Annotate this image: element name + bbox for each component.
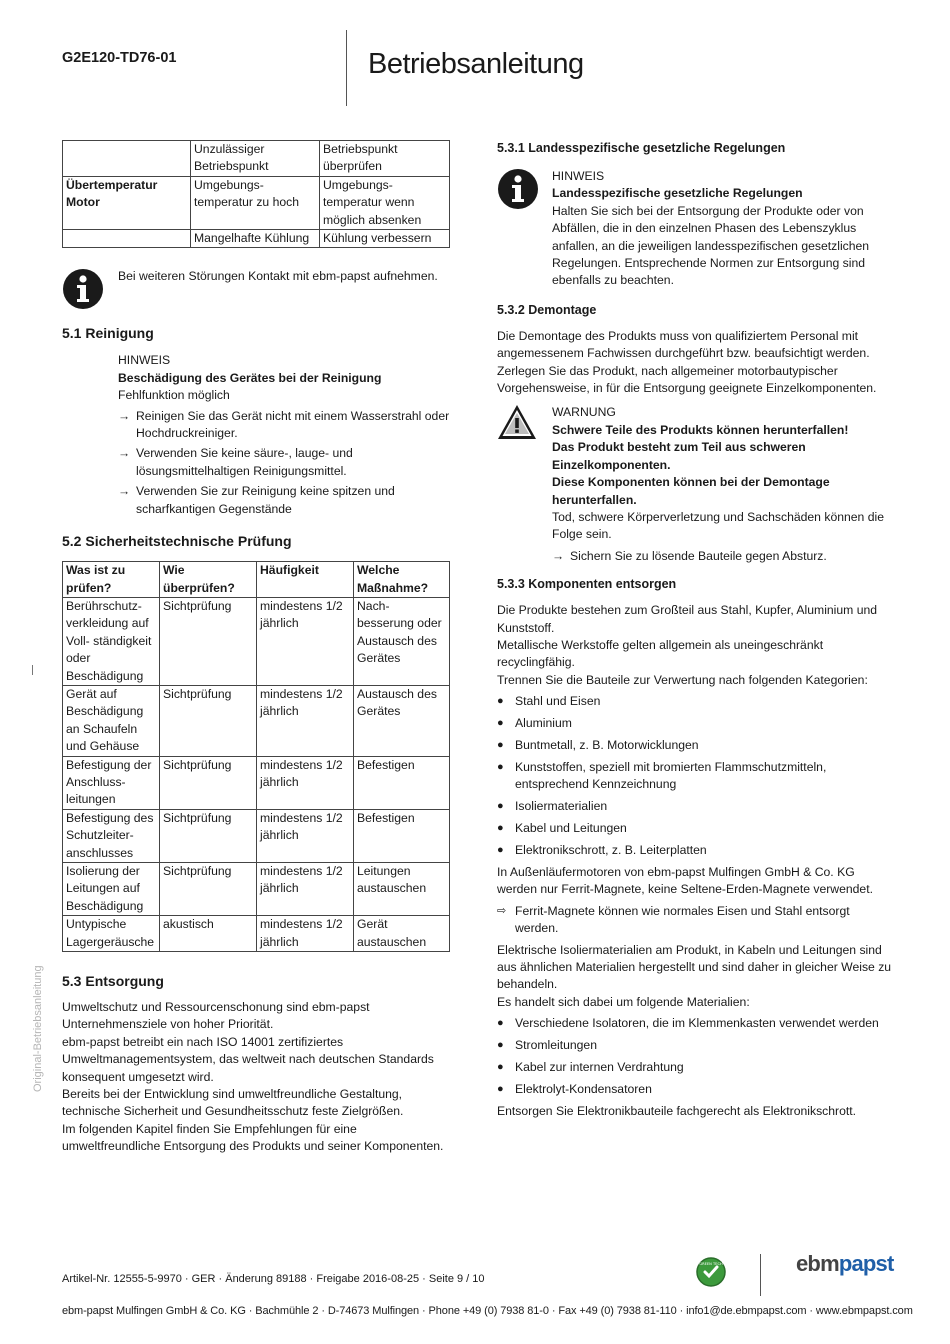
ebmpapst-logo — [796, 1251, 894, 1276]
section-heading-5-3: 5.3 Entsorgung — [62, 973, 164, 990]
bullet-icon: ● — [497, 1060, 504, 1073]
list-item — [497, 1015, 893, 1032]
table-row — [63, 916, 450, 952]
table-header-row — [63, 562, 450, 598]
table-cell: Übertemperatur Motor — [63, 176, 191, 229]
table-cell: Mangelhafte Kühlung — [191, 230, 320, 248]
greentech-badge-icon — [696, 1257, 726, 1287]
list-item-text: Buntmetall, z. B. Motorwicklungen — [515, 737, 699, 752]
list-item — [497, 820, 893, 837]
paragraph: Zerlegen Sie das Produkt, nach allgemeiner motorbautypischer Vorgehensweise, in für die Entsorgung geeignete Einzelkomponenten. — [497, 363, 877, 396]
insulation-materials-list — [497, 1015, 893, 1098]
notice-label: HINWEIS — [118, 353, 171, 368]
badge-text: GREEN TECH — [699, 1262, 723, 1266]
paragraph: Im folgenden Kapitel finden Sie Empfehlungen für eine umweltfreundliche Entsorgung des Produkts und seiner Komponenten. — [62, 1121, 444, 1154]
document-info: Artikel-Nr. 12555-5-9970 · GER · Änderung 89188 · Freigabe 2016-08-25 · Seite 9 / 10 — [62, 1273, 485, 1285]
table-cell: akustisch — [160, 916, 257, 952]
table-cell: Sichtprüfung — [160, 809, 257, 862]
list-item — [497, 759, 893, 794]
table-cell: Befestigung der Anschluss-leitungen — [63, 756, 160, 809]
step-text: Reinigen Sie das Gerät nicht mit einem Wasserstrahl oder Hochdruckreiniger. — [136, 408, 450, 441]
list-item — [497, 798, 893, 815]
notice-text: Fehlfunktion möglich — [118, 388, 230, 403]
table-cell: Sichtprüfung — [160, 756, 257, 809]
header-divider — [346, 30, 347, 106]
table-row — [63, 756, 450, 809]
table-row — [63, 809, 450, 862]
paragraph: Es handelt sich dabei um folgende Materialien: — [497, 994, 750, 1009]
warning-notice — [497, 404, 893, 565]
notice-title: Landesspezifische gesetzliche Regelungen — [552, 186, 803, 201]
paragraph: Die Demontage des Produkts muss von qualifiziertem Personal mit angemessenem Fachwissen durchgeführt bzw. beaufsichtigt werden. — [497, 328, 870, 361]
side-tick-mark — [32, 665, 33, 675]
paragraph: In Außenläufermotoren von ebm-papst Mulfingen GmbH & Co. KG werden nur Ferrit-Magnete, keine Seltene-Erden-Magnete verwendet. — [497, 864, 873, 897]
inspection-table — [62, 561, 450, 952]
list-item — [497, 693, 893, 710]
logo-part-papst: papst — [838, 1251, 894, 1276]
column-header: Wie überprüfen? — [160, 562, 257, 598]
notice-label: HINWEIS — [552, 169, 605, 183]
table-cell: Unzulässiger Betriebspunkt — [191, 141, 320, 177]
bullet-icon: ● — [497, 760, 504, 773]
list-item-text: Elektronikschrott, z. B. Leiterplatten — [515, 843, 707, 857]
list-item-text: Elektrolyt-Kondensatoren — [515, 1081, 652, 1096]
table-row — [63, 230, 450, 248]
sidebar-label: Original-Betriebsanleitung — [32, 965, 44, 1092]
table-row — [63, 597, 450, 685]
fault-table — [62, 140, 450, 248]
paragraph: Metallische Werkstoffe gelten allgemein als uneingeschränkt recyclingfähig. — [497, 637, 824, 670]
result-item — [497, 903, 893, 938]
warning-triangle-icon — [497, 404, 537, 440]
table-cell: Befestigen — [354, 809, 450, 862]
bullet-icon: ● — [497, 800, 504, 813]
table-cell: mindestens 1/2 jährlich — [257, 809, 354, 862]
list-item — [497, 1059, 893, 1076]
table-cell: Betriebspunkt überprüfen — [320, 141, 450, 177]
table-cell: mindestens 1/2 jährlich — [257, 916, 354, 952]
notice-title: Beschädigung des Gerätes bei der Reinigung — [118, 370, 382, 385]
result-text: Ferrit-Magnete können wie normales Eisen und Stahl entsorgt werden. — [515, 903, 850, 936]
list-item-text: Stahl und Eisen — [515, 694, 601, 709]
result-arrow-icon: ⇨ — [497, 904, 507, 917]
disposal-intro — [62, 999, 450, 1156]
section-heading-5-1: 5.1 Reinigung — [62, 325, 154, 342]
paragraph: Entsorgen Sie Elektronikbauteile fachgerecht als Elektronikschrott. — [497, 1103, 857, 1118]
bullet-icon: ● — [497, 717, 504, 730]
warning-text: Tod, schwere Körperverletzung und Sachschäden können die Folge sein. — [552, 509, 884, 542]
list-item — [497, 1081, 893, 1098]
arrow-icon: → — [118, 408, 131, 423]
arrow-icon: → — [118, 484, 131, 499]
table-cell: Sichtprüfung — [160, 685, 257, 756]
list-item — [497, 737, 893, 754]
info-icon — [62, 268, 104, 310]
paragraph: Bereits bei der Entwicklung sind umweltfreundliche Gestaltung, technische Sicherheit und Gesundheitsschutz feste Zielgrößen. — [62, 1087, 404, 1119]
paragraph: Trennen Sie die Bauteile zur Verwertung nach folgenden Kategorien: — [497, 672, 868, 687]
step-text: Verwenden Sie zur Reinigung keine spitzen und scharfkantigen Gegenstände — [136, 484, 395, 516]
document-model: G2E120-TD76-01 — [62, 50, 177, 66]
step-text: Verwenden Sie keine säure-, lauge- und lösungsmittelhaltigen Reinigungsmittel. — [136, 446, 353, 478]
arrow-icon: → — [118, 446, 131, 461]
list-item-text: Aluminium — [515, 716, 572, 731]
list-item-text: Isoliermaterialien — [515, 799, 608, 814]
table-cell: Befestigen — [354, 756, 450, 809]
list-item — [497, 842, 893, 859]
table-cell: Befestigung des Schutzleiter-anschlusses — [63, 809, 160, 862]
arrow-icon: → — [552, 548, 565, 563]
bullet-icon: ● — [497, 695, 504, 708]
column-header: Was ist zu prüfen? — [63, 562, 160, 598]
table-cell: Untypische Lagergeräusche — [63, 916, 160, 952]
notice-body — [552, 168, 893, 290]
warning-title: Diese Komponenten können bei der Demontage herunterfallen. — [552, 475, 830, 507]
list-item-text: Kunststoffen, speziell mit bromierten Flammschutzmitteln, entsprechend Kennzeichnung — [515, 759, 827, 792]
list-item — [497, 715, 893, 732]
components-disposal — [497, 602, 893, 1120]
list-item-text: Kabel zur internen Verdrahtung — [515, 1059, 684, 1074]
table-cell: Kühlung verbessern — [320, 230, 450, 248]
paragraph: ebm-papst betreibt ein nach ISO 14001 zertifiziertes Umweltmanagementsystem, das weltweit nach deutschen Standards konsequent umgesetzt wird. — [62, 1034, 434, 1084]
table-cell: Berührschutz-verkleidung auf Voll- ständigkeit oder Beschädigung — [63, 597, 160, 685]
list-item — [118, 408, 450, 443]
table-cell: mindestens 1/2 jährlich — [257, 863, 354, 916]
section-heading-5-2: 5.2 Sicherheitstechnische Prüfung — [62, 533, 292, 550]
table-cell: Austausch des Gerätes — [354, 685, 450, 756]
left-column — [62, 140, 450, 1156]
warning-body — [552, 404, 893, 565]
paragraph: Die Produkte bestehen zum Großteil aus Stahl, Kupfer, Aluminium und Kunststoff. — [497, 603, 878, 635]
list-item-text: Stromleitungen — [515, 1038, 597, 1053]
table-cell: Gerät auf Beschädigung an Schaufeln und Gehäuse — [63, 685, 160, 756]
notice-text: Halten Sie sich bei der Entsorgung der Produkte oder von Abfällen, die in den einzelnen Phasen des Lebenszyklus anfallen, an die jeweiligen landesspezifischen gesetzlichen Regelungen. Entsprechende Normen zur Entsorgung sind ebenfalls zu beachten. — [552, 203, 870, 288]
bullet-icon: ● — [497, 822, 504, 835]
table-cell: Leitungen austauschen — [354, 863, 450, 916]
contact-notice-text: Bei weiteren Störungen Kontakt mit ebm-papst aufnehmen. — [118, 269, 438, 284]
logo-part-ebm: ebm — [796, 1251, 839, 1276]
list-item — [497, 1037, 893, 1054]
company-info: ebm-papst Mulfingen GmbH & Co. KG · Bachmühle 2 · D-74673 Mulfingen · Phone +49 (0) 7938 81-0 · Fax +49 (0) 7938 81-110 · info1@de.ebmpapst.com · www.ebmpapst.com — [62, 1305, 913, 1317]
table-cell: Nach-besserung oder Austausch des Gerätes — [354, 597, 450, 685]
table-cell: mindestens 1/2 jährlich — [257, 685, 354, 756]
section-heading-5-3-1: 5.3.1 Landesspezifische gesetzliche Regelungen — [497, 141, 786, 155]
table-cell: Sichtprüfung — [160, 597, 257, 685]
table-cell: Gerät austauschen — [354, 916, 450, 952]
warning-title: Das Produkt besteht zum Teil aus schweren Einzelkomponenten. — [552, 440, 806, 472]
list-item-text: Kabel und Leitungen — [515, 821, 627, 836]
table-row — [63, 141, 450, 177]
warning-label: WARNUNG — [552, 405, 616, 420]
material-categories-list — [497, 693, 893, 859]
table-cell: Umgebungs-temperatur zu hoch — [191, 176, 320, 229]
regulations-notice — [497, 168, 893, 290]
bullet-icon: ● — [497, 738, 504, 751]
table-cell — [63, 141, 191, 177]
bullet-icon: ● — [497, 1039, 504, 1052]
table-cell: Sichtprüfung — [160, 863, 257, 916]
bullet-icon: ● — [497, 1017, 504, 1030]
column-header: Häufigkeit — [257, 562, 354, 598]
table-cell: mindestens 1/2 jährlich — [257, 756, 354, 809]
paragraph: Umweltschutz und Ressourcenschonung sind ebm-papst Unternehmensziele von hoher Priorität. — [62, 1000, 370, 1032]
step-text: Sichern Sie zu lösende Bauteile gegen Absturz. — [570, 548, 827, 563]
table-cell: mindestens 1/2 jährlich — [257, 597, 354, 685]
table-cell — [63, 230, 191, 248]
document-title: Betriebsanleitung — [368, 48, 584, 80]
column-header: Welche Maßnahme? — [354, 562, 450, 598]
bullet-icon: ● — [497, 1082, 504, 1095]
list-item — [552, 548, 893, 565]
table-cell: Isolierung der Leitungen auf Beschädigung — [63, 863, 160, 916]
table-cell: Umgebungs-temperatur wenn möglich absenken — [320, 176, 450, 229]
table-row — [63, 685, 450, 756]
list-item — [118, 445, 450, 480]
section-heading-5-3-3: 5.3.3 Komponenten entsorgen — [497, 577, 677, 592]
right-column — [497, 140, 893, 1120]
cleaning-notice — [118, 352, 450, 518]
list-item — [118, 483, 450, 518]
section-heading-5-3-2: 5.3.2 Demontage — [497, 302, 597, 317]
list-item-text: Verschiedene Isolatoren, die im Klemmenkasten verwendet werden — [515, 1016, 879, 1031]
dismantling-text — [497, 328, 893, 398]
table-row — [63, 176, 450, 229]
footer-divider — [760, 1254, 761, 1296]
warning-title: Schwere Teile des Produkts können herunterfallen! — [552, 422, 849, 437]
bullet-icon: ● — [497, 844, 504, 856]
paragraph: Elektrische Isoliermaterialien am Produkt, in Kabeln und Leitungen sind aus ähnlichen Materialien hergestellt und sind daher in gleicher Weise zu behandeln. — [497, 942, 892, 992]
info-icon — [497, 168, 539, 210]
table-row — [63, 863, 450, 916]
contact-notice — [62, 268, 450, 310]
